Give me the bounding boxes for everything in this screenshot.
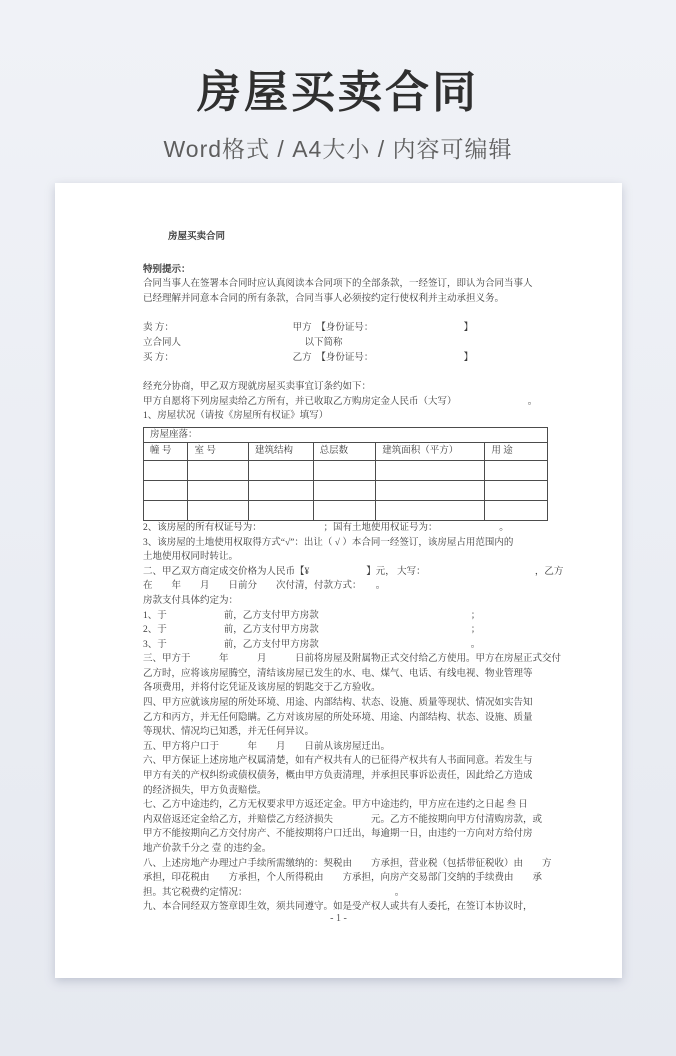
doc-line: 2、于 前，乙方支付甲方房款 ； xyxy=(143,625,481,636)
table-cell-empty xyxy=(144,500,188,520)
parties-block xyxy=(143,321,549,365)
house-info-table xyxy=(143,427,548,521)
doc-line: 等现状、情况均已知悉，并无任何异议。 xyxy=(143,727,315,738)
party-line: 立合同人 以下简称 xyxy=(143,337,343,348)
clauses-block xyxy=(143,521,564,915)
doc-line: 1、于 前，乙方支付甲方房款 ； xyxy=(143,610,481,621)
doc-line: 合同当事人在签署本合同时应认真阅读本合同项下的全部条款，一经签订，即认为合同当事人 xyxy=(143,279,533,290)
doc-line: 八、上述房地产办理过户手续所需缴纳的：契税由 方承担，营业税（包括带征税收）由 方 xyxy=(143,858,552,869)
document-content xyxy=(143,230,564,915)
table-cell-empty xyxy=(144,460,188,480)
table-cell-empty xyxy=(188,500,249,520)
clause-1-line: 1、房屋状况（请按《房屋所有权证》填写） xyxy=(143,411,329,422)
table-cell-empty xyxy=(313,480,376,500)
table-cell-empty xyxy=(249,480,314,500)
hero-banner xyxy=(0,0,676,164)
column-header: 用 途 xyxy=(485,442,548,460)
doc-line: 乙方和丙方，并无任何隐瞒。乙方对该房屋的所处环境、用途、内部结构、状态、设施、质量 xyxy=(143,712,533,723)
table-cell-empty xyxy=(485,500,548,520)
table-cell-empty xyxy=(376,460,485,480)
doc-line: 七、乙方中途违约，乙方无权要求甲方返还定金。甲方中途违约，甲方应在违约之日起 叁 日 xyxy=(143,800,528,811)
party-line: 卖 方： 甲方 【身份证号： 】 xyxy=(143,323,474,334)
doc-line: 九、本合同经双方签章即生效，须共同遵守。如是受产权人或共有人委托，在签订本协议时， xyxy=(143,902,533,913)
special-note-block xyxy=(143,263,549,307)
doc-line: 地产价款千分之 壹 的违约金。 xyxy=(143,844,272,854)
note-heading: 特别提示： xyxy=(143,264,191,275)
doc-line: 各项费用，并将付讫凭证及该房屋的钥匙交于乙方验收。 xyxy=(143,683,381,694)
doc-line: 担。其它税费约定情况： 。 xyxy=(143,887,405,898)
column-header: 室 号 xyxy=(188,442,249,460)
doc-line: 甲方不能按期向乙方交付房产、不能按期将户口迁出，每逾期一日，由违约一方向对方给付房 xyxy=(143,829,533,840)
table-caption: 房屋座落： xyxy=(144,427,548,442)
doc-line: 房款支付具体约定为： xyxy=(143,595,239,606)
column-header: 建筑面积（平方） xyxy=(376,442,485,460)
column-header: 幢 号 xyxy=(144,442,188,460)
doc-line: 承担，印花税由 方承担，个人所得税由 方承担，向房产交易部门交纳的手续费由 承 xyxy=(143,873,543,884)
doc-line: 内双倍返还定金给乙方，并赔偿乙方经济损失 元。乙方不能按期向甲方付清购房款，或 xyxy=(143,814,543,825)
doc-line: 五、甲方将户口于 年 月 日前从该房屋迁出。 xyxy=(143,741,391,752)
doc-line: 已经理解并同意本合同的所有条款，合同当事人必须按约定行使权利并主动承担义务。 xyxy=(143,293,505,304)
doc-line: 三、甲方于 年 月 日前将房屋及附属物正式交付给乙方使用。甲方在房屋正式交付 xyxy=(143,654,562,665)
table-cell-empty xyxy=(188,480,249,500)
table-cell-empty xyxy=(313,460,376,480)
doc-title: 房屋买卖合同 xyxy=(168,232,226,242)
doc-line: 土地使用权同时转让。 xyxy=(143,552,239,563)
doc-line: 的经济损失，甲方负责赔偿。 xyxy=(143,785,267,796)
party-line: 买 方： 乙方 【身份证号： 】 xyxy=(143,352,474,363)
doc-line: 经充分协商，甲乙双方现就房屋买卖事宜订条约如下： xyxy=(143,382,372,393)
table-cell-empty xyxy=(249,460,314,480)
doc-line: 四、甲方应就该房屋的所处环境、用途、内部结构、状态、设施、质量等现状、情况如实告知 xyxy=(143,698,533,709)
table-cell-empty xyxy=(485,460,548,480)
doc-line: 3、该房屋的土地使用权取得方式“√”：出让（ √ ）本合同一经签订，该房屋占用范围内的 xyxy=(143,537,514,548)
table-cell-empty xyxy=(485,480,548,500)
table-cell-empty xyxy=(313,500,376,520)
table-cell-empty xyxy=(144,480,188,500)
doc-line: 六、甲方保证上述房地产权属清楚，如有产权共有人的已征得产权共有人书面同意。若发生与 xyxy=(143,756,533,767)
page-number: - 1 - xyxy=(330,913,347,924)
column-header: 总层数 xyxy=(313,442,376,460)
page-title: 房屋买卖合同 xyxy=(197,68,479,117)
table-cell-empty xyxy=(249,500,314,520)
table-cell-empty xyxy=(188,460,249,480)
table-cell-empty xyxy=(376,480,485,500)
doc-line: 3、于 前，乙方支付甲方房款 。 xyxy=(143,639,481,650)
page-subtitle: Word格式 / A4大小 / 内容可编辑 xyxy=(163,136,513,162)
doc-line: 甲方自愿将下列房屋卖给乙方所有，并已收取乙方购房定金人民币（大写） 。 xyxy=(143,396,538,407)
doc-line: 2、该房屋的所有权证号为： ；国有土地使用权证号为： 。 xyxy=(143,522,509,533)
doc-line: 在 年 月 日前分 次付清，付款方式： 。 xyxy=(143,581,386,592)
doc-line: 乙方时，应将该房屋腾空，清结该房屋已发生的水、电、煤气、电话、有线电视、物业管理等 xyxy=(143,668,533,679)
table-cell-empty xyxy=(376,500,485,520)
doc-line: 二、甲乙双方商定成交价格为人民币【¥ 】元， 大写： ，乙方 xyxy=(143,566,564,577)
doc-line: 甲方有关的产权纠纷或债权债务，概由甲方负责清理，并承担民事诉讼责任，因此给乙方造成 xyxy=(143,771,533,782)
column-header: 建筑结构 xyxy=(249,442,314,460)
document-page xyxy=(55,183,622,978)
intro-block xyxy=(143,380,549,409)
